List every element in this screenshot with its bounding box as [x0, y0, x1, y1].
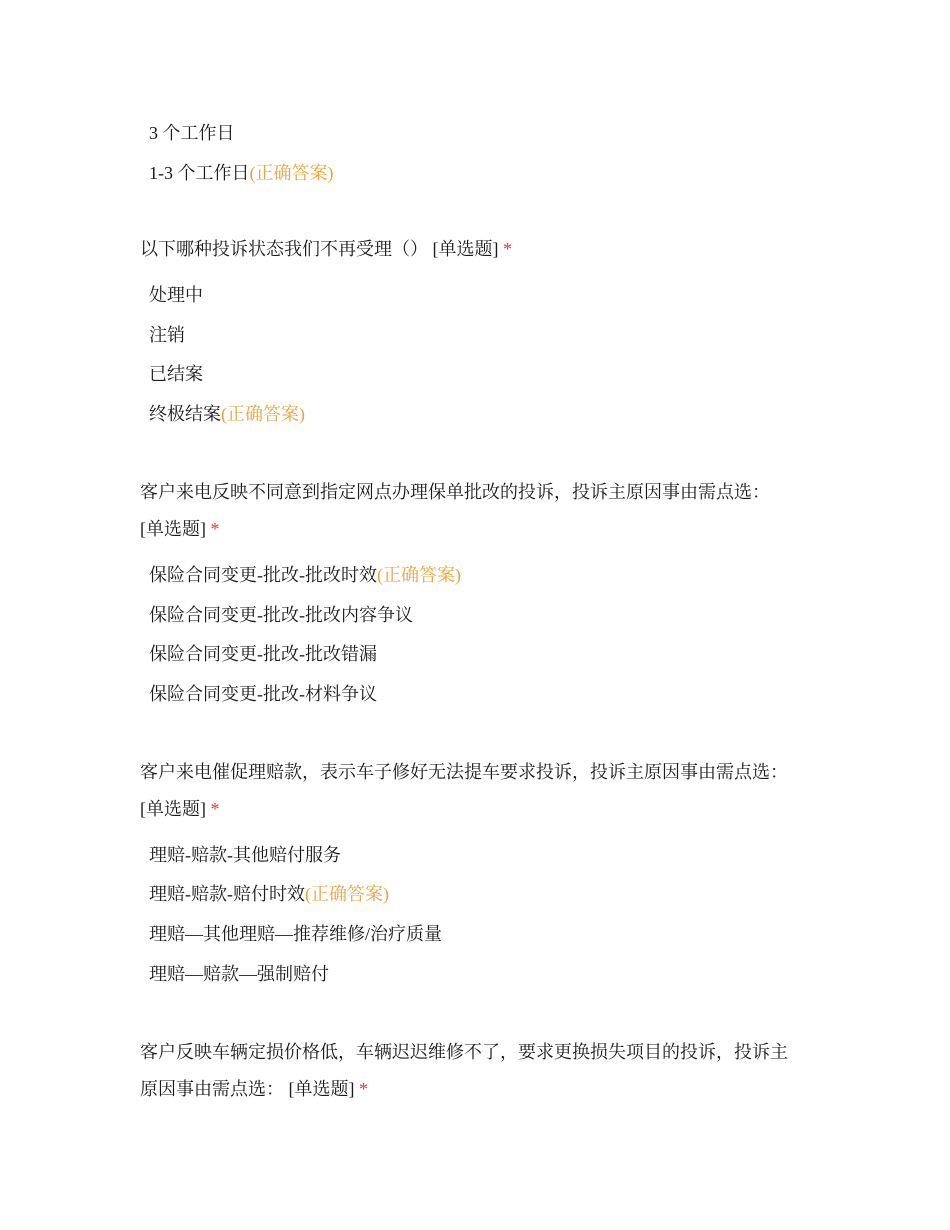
question-3-type: [单选题] *: [140, 799, 220, 819]
question-3-text: 客户来电催促理赔款，表示车子修好无法提车要求投诉，投诉主原因事由需点选：: [140, 762, 788, 782]
q2-option-2[interactable]: 保险合同变更-批改-批改内容争议: [149, 605, 413, 625]
q2-option-4[interactable]: 保险合同变更-批改-材料争议: [149, 684, 377, 704]
required-mark: *: [210, 519, 220, 539]
q1-option-4[interactable]: 终极结案(正确答案): [149, 404, 305, 424]
correct-answer-label: (正确答案): [221, 404, 305, 424]
question-4-text: 客户反映车辆定损价格低，车辆迟迟维修不了，要求更换损失项目的投诉，投诉主: [140, 1042, 788, 1062]
required-mark: *: [503, 239, 512, 259]
q3-option-2[interactable]: 理赔-赔款-赔付时效(正确答案): [149, 884, 389, 904]
required-mark: *: [359, 1079, 368, 1099]
option-1-3-workdays[interactable]: 1-3 个工作日(正确答案): [149, 163, 334, 183]
question-2-type: [单选题] *: [140, 519, 220, 539]
question-1-text: 以下哪种投诉状态我们不再受理（） [单选题] *: [140, 239, 512, 259]
q3-option-4[interactable]: 理赔—赔款—强制赔付: [149, 964, 329, 984]
question-4-type: 原因事由需点选： [单选题] *: [140, 1079, 368, 1099]
required-mark: *: [210, 799, 220, 819]
q1-option-1[interactable]: 处理中: [149, 285, 203, 305]
correct-answer-label: (正确答案): [377, 565, 461, 585]
q1-option-2[interactable]: 注销: [149, 325, 185, 345]
option-3-workdays[interactable]: 3 个工作日: [149, 123, 235, 143]
q1-option-3[interactable]: 已结案: [149, 364, 203, 384]
q2-option-3[interactable]: 保险合同变更-批改-批改错漏: [149, 644, 377, 664]
q3-option-3[interactable]: 理赔—其他理赔—推荐维修/治疗质量: [149, 924, 442, 944]
correct-answer-label: (正确答案): [305, 884, 389, 904]
correct-answer-label: (正确答案): [249, 163, 334, 183]
q2-option-1[interactable]: 保险合同变更-批改-批改时效(正确答案): [149, 565, 461, 585]
question-2-text: 客户来电反映不同意到指定网点办理保单批改的投诉，投诉主原因事由需点选：: [140, 482, 770, 502]
q3-option-1[interactable]: 理赔-赔款-其他赔付服务: [149, 845, 341, 865]
